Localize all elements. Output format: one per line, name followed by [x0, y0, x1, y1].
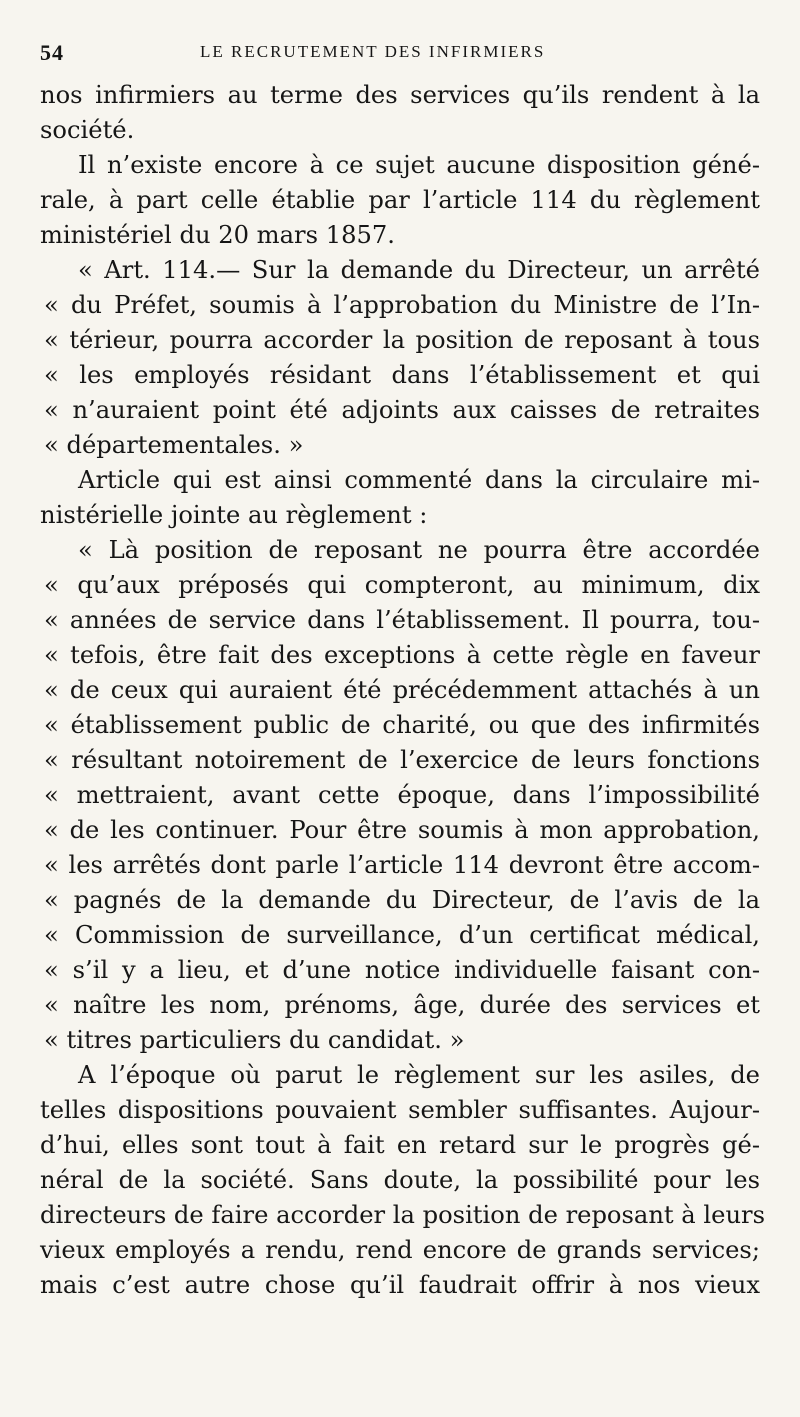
page-number: 54: [40, 40, 64, 65]
text-line: vieux employés a rendu, rend encore de grands services;: [40, 1236, 760, 1264]
text-line: telles dispositions pouvaient sembler suffisantes. Aujour-: [40, 1096, 760, 1124]
text-line: « tefois, être fait des exceptions à cette règle en faveur: [44, 641, 760, 669]
text-line: « années de service dans l’établissement. Il pourra, tou-: [44, 606, 760, 634]
running-head: [40, 34, 760, 78]
text-line: « mettraient, avant cette époque, dans l’impossibilité: [44, 781, 760, 809]
text-line: « Art. 114.— Sur la demande du Directeur, un arrêté: [78, 256, 760, 284]
text-line: d’hui, elles sont tout à fait en retard sur le progrès gé-: [40, 1131, 760, 1159]
text-line: « n’auraient point été adjoints aux caisses de retraites: [44, 396, 760, 424]
text-line: « les arrêtés dont parle l’article 114 devront être accom-: [44, 851, 760, 879]
text-line: néral de la société. Sans doute, la possibilité pour les: [40, 1166, 760, 1194]
text-line: nos infirmiers au terme des services qu’ils rendent à la: [40, 81, 760, 109]
text-line: rale, à part celle établie par l’article 114 du règlement: [40, 186, 760, 214]
text-line: « titres particuliers du candidat. »: [44, 1026, 465, 1054]
text-line: « du Préfet, soumis à l’approbation du Ministre de l’In-: [44, 291, 760, 319]
text-line: « de les continuer. Pour être soumis à mon approbation,: [44, 816, 760, 844]
text-line: « naître les nom, prénoms, âge, durée des services et: [44, 991, 760, 1019]
text-line: société.: [40, 116, 135, 144]
text-line: nistérielle jointe au règlement :: [40, 501, 428, 529]
text-line: A l’époque où parut le règlement sur les asiles, de: [78, 1061, 760, 1089]
text-line: Il n’existe encore à ce sujet aucune disposition géné-: [78, 151, 760, 179]
text-line: « résultant notoirement de l’exercice de leurs fonctions: [44, 746, 760, 774]
text-line: « Là position de reposant ne pourra être accordée: [78, 536, 760, 564]
running-title: LE RECRUTEMENT DES INFIRMIERS: [200, 42, 546, 61]
text-line: directeurs de faire accorder la position de reposant à leurs: [40, 1201, 766, 1229]
text-line: « établissement public de charité, ou que des infirmités: [44, 711, 760, 739]
text-line: « les employés résidant dans l’établissement et qui: [44, 361, 760, 389]
text-line: « Commission de surveillance, d’un certificat médical,: [44, 921, 760, 949]
text-line: « pagnés de la demande du Directeur, de l’avis de la: [44, 886, 760, 914]
text-line: ministériel du 20 mars 1857.: [40, 221, 395, 249]
text-line: « départementales. »: [44, 431, 304, 459]
text-line: « qu’aux préposés qui compteront, au minimum, dix: [44, 571, 760, 599]
text-line: « de ceux qui auraient été précédemment attachés à un: [44, 676, 760, 704]
body-text: [40, 78, 766, 1303]
text-line: mais c’est autre chose qu’il faudrait offrir à nos vieux: [40, 1271, 760, 1299]
text-line: « s’il y a lieu, et d’une notice individuelle faisant con-: [44, 956, 760, 984]
text-line: « térieur, pourra accorder la position de reposant à tous: [44, 326, 760, 354]
text-line: Article qui est ainsi commenté dans la circulaire mi-: [78, 466, 760, 494]
